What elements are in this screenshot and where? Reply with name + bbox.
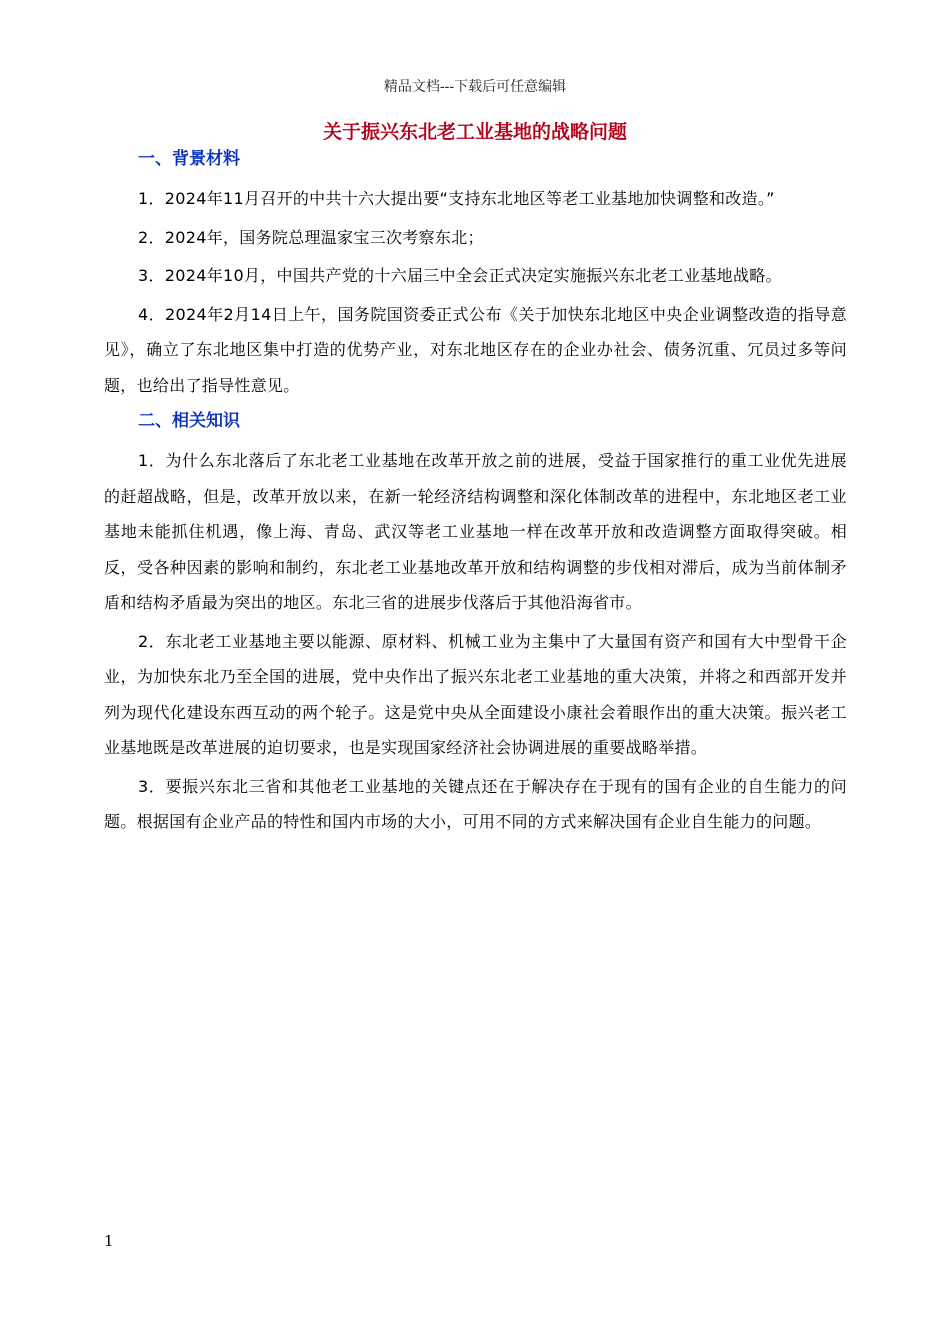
paragraph: 3．要振兴东北三省和其他老工业基地的关键点还在于解决存在于现有的国有企业的自生能力的问题。根据国有企业产品的特性和国内市场的大小，可用不同的方式来解决国有企业自生能力的问题。 <box>104 776 847 831</box>
paragraph: 2．2024年，国务院总理温家宝三次考察东北； <box>138 227 484 247</box>
document-title: 关于振兴东北老工业基地的战略问题 <box>322 121 627 143</box>
section-heading-knowledge: 二、相关知识 <box>138 411 240 431</box>
section-heading-background: 一、背景材料 <box>138 149 240 169</box>
paragraph: 2．东北老工业基地主要以能源、原材料、机械工业为主集中了大量国有资产和国有大中型骨干企业，为加快东北乃至全国的进展，党中央作出了振兴东北老工业基地的重大决策，并将之和西部开发并列为现代化建设东西互动的两个轮子。这是党中央从全面建设小康社会着眼作出的重大决策。振兴老工业基地既是改革进展的迫切要求，也是实现国家经济社会协调进展的重要战略举措。 <box>104 631 847 757</box>
paragraph: 1．2024年11月召开的中共十六大提出要“支持东北地区等老工业基地加快调整和改造。” <box>138 189 775 208</box>
paragraph: 4．2024年2月14日上午，国务院国资委正式公布《关于加快东北地区中央企业调整改造的指导意见》，确立了东北地区集中打造的优势产业，对东北地区存在的企业办社会、债务沉重、冗员过多等问题，也给出了指导性意见。 <box>104 304 847 395</box>
document-body <box>104 145 847 843</box>
paragraph: 3．2024年10月，中国共产党的十六届三中全会正式决定实施振兴东北老工业基地战略。 <box>138 266 782 285</box>
page-header: 精品文档---下载后可任意编辑 <box>383 79 567 95</box>
page-number: 1 <box>104 1232 114 1250</box>
paragraph: 1．为什么东北落后了东北老工业基地在改革开放之前的进展，受益于国家推行的重工业优先进展的赶超战略，但是，改革开放以来，在新一轮经济结构调整和深化体制改革的进程中，东北地区老工业基地未能抓住机遇，像上海、青岛、武汉等老工业基地一样在改革开放和改造调整方面取得突破。相反，受各种因素的影响和制约，东北老工业基地改革开放和结构调整的步伐相对滞后，成为当前体制矛盾和结构矛盾最为突出的地区。东北三省的进展步伐落后于其他沿海省市。 <box>104 451 847 612</box>
